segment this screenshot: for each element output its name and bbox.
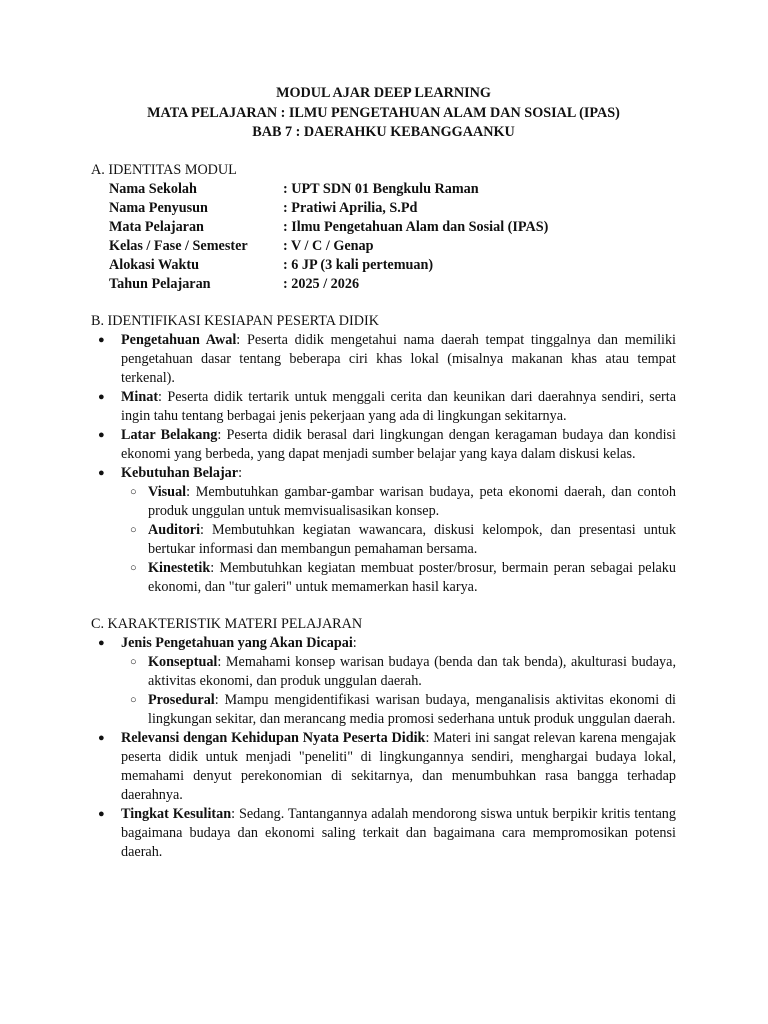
identity-row [91, 275, 676, 294]
identity-value: : Pratiwi Aprilia, S.Pd [283, 199, 418, 216]
identity-value: : 2025 / 2026 [283, 275, 360, 292]
item-text: : Peserta didik berasal dari lingkungan dengan keragaman budaya dan kondisi ekonomi yang berbeda, yang dapat menjadi sumber belajar yang kaya dalam diskusi kelas. [121, 426, 676, 462]
identity-row [91, 256, 676, 275]
identity-row [91, 237, 676, 256]
item-text: : Membutuhkan kegiatan membuat poster/brosur, bermain peran sebagai pelaku ekonomi, dan "tur galeri" untuk memamerkan hasil karya. [148, 559, 676, 595]
material-list [91, 634, 676, 862]
item-term: Konseptual [148, 653, 218, 670]
identity-value: : 6 JP (3 kali pertemuan) [283, 256, 434, 273]
item-text: : Membutuhkan kegiatan wawancara, diskusi kelompok, dan presentasi untuk bertukar informasi dan membangun pemahaman bersama. [148, 521, 676, 557]
identity-label: Alokasi Waktu [109, 256, 200, 273]
item-term: Pengetahuan Awal [121, 331, 237, 348]
item-term: Relevansi dengan Kehidupan Nyata Peserta Didik [121, 729, 426, 746]
item-text: : Mampu mengidentifikasi warisan budaya, menganalisis aktivitas ekonomi di lingkungan sekitar, dan merancang media promosi sederhana untuk produk unggulan daerah. [148, 691, 676, 727]
list-item [91, 464, 676, 597]
section-b-heading: B. IDENTIFIKASI KESIAPAN PESERTA DIDIK [91, 312, 379, 329]
item-term: Tingkat Kesulitan [121, 805, 232, 822]
sub-list-item [121, 653, 676, 691]
item-text: : [238, 464, 243, 481]
item-term: Prosedural [148, 691, 215, 708]
section-c-heading: C. KARAKTERISTIK MATERI PELAJARAN [91, 615, 363, 632]
title-line-1: MODUL AJAR DEEP LEARNING [276, 85, 491, 101]
identity-label: Kelas / Fase / Semester [109, 237, 248, 254]
list-item [91, 729, 676, 805]
item-text: : [352, 634, 357, 651]
item-text: : Peserta didik tertarik untuk menggali cerita dan keunikan dari daerahnya sendiri, serta ingin tahu tentang berbagai jenis pekerjaan yang ada di lingkungan sekitarnya. [121, 388, 676, 424]
item-text: : Memahami konsep warisan budaya (benda dan tak benda), akulturasi budaya, aktivitas ekonomi, dan produk unggulan daerah. [148, 653, 676, 689]
identity-row [91, 199, 676, 218]
item-term: Jenis Pengetahuan yang Akan Dicapai [121, 634, 353, 651]
list-item [91, 426, 676, 464]
item-text: : Membutuhkan gambar-gambar warisan budaya, peta ekonomi daerah, dan contoh produk unggulan untuk memvisualisasikan konsep. [148, 483, 676, 519]
item-term: Visual [148, 483, 187, 500]
item-text: : Sedang. Tantangannya adalah mendorong siswa untuk berpikir kritis tentang bagaimana budaya dan ekonomi saling terkait dan bagaimana cara mempromosikan potensi daerah. [121, 805, 676, 860]
identity-value: : V / C / Genap [283, 237, 374, 254]
identity-label: Nama Sekolah [109, 180, 197, 197]
list-item [91, 331, 676, 388]
item-term: Kinestetik [148, 559, 211, 576]
sub-list-item [121, 691, 676, 729]
sub-list-item [121, 521, 676, 559]
sub-list-item [121, 483, 676, 521]
learning-needs-list [121, 483, 676, 597]
list-item [91, 634, 676, 729]
list-item [91, 805, 676, 862]
list-item [91, 388, 676, 426]
identity-table [91, 180, 676, 294]
identity-label: Nama Penyusun [109, 199, 208, 216]
section-a-heading: A. IDENTITAS MODUL [91, 161, 237, 178]
identity-value: : UPT SDN 01 Bengkulu Raman [283, 180, 479, 197]
title-line-3: BAB 7 : DAERAHKU KEBANGGAANKU [252, 124, 515, 140]
knowledge-type-list [121, 653, 676, 729]
item-term: Latar Belakang [121, 426, 218, 443]
item-text: : Peserta didik mengetahui nama daerah tempat tinggalnya dan memiliki pengetahuan dasar tentang beberapa ciri khas lokal (misalnya makanan khas atau tempat terkenal). [121, 331, 676, 386]
identity-row [91, 218, 676, 237]
item-term: Kebutuhan Belajar [121, 464, 239, 481]
item-term: Auditori [148, 521, 201, 538]
identity-label: Mata Pelajaran [109, 218, 204, 235]
identity-row [91, 180, 676, 199]
identity-value: : Ilmu Pengetahuan Alam dan Sosial (IPAS) [283, 218, 549, 235]
item-text: : Materi ini sangat relevan karena mengajak peserta didik untuk menjadi "peneliti" di lingkungannya sendiri, menghargai budaya lokal, memahami denyut perekonomian di sekitarnya, dan menumbuhkan rasa bangga terhadap daerahnya. [121, 729, 676, 803]
identity-label: Tahun Pelajaran [109, 275, 211, 292]
item-term: Minat [121, 388, 159, 405]
document-title [91, 84, 676, 143]
sub-list-item [121, 559, 676, 597]
title-line-2: MATA PELAJARAN : ILMU PENGETAHUAN ALAM DAN SOSIAL (IPAS) [147, 104, 620, 121]
readiness-list [91, 331, 676, 597]
